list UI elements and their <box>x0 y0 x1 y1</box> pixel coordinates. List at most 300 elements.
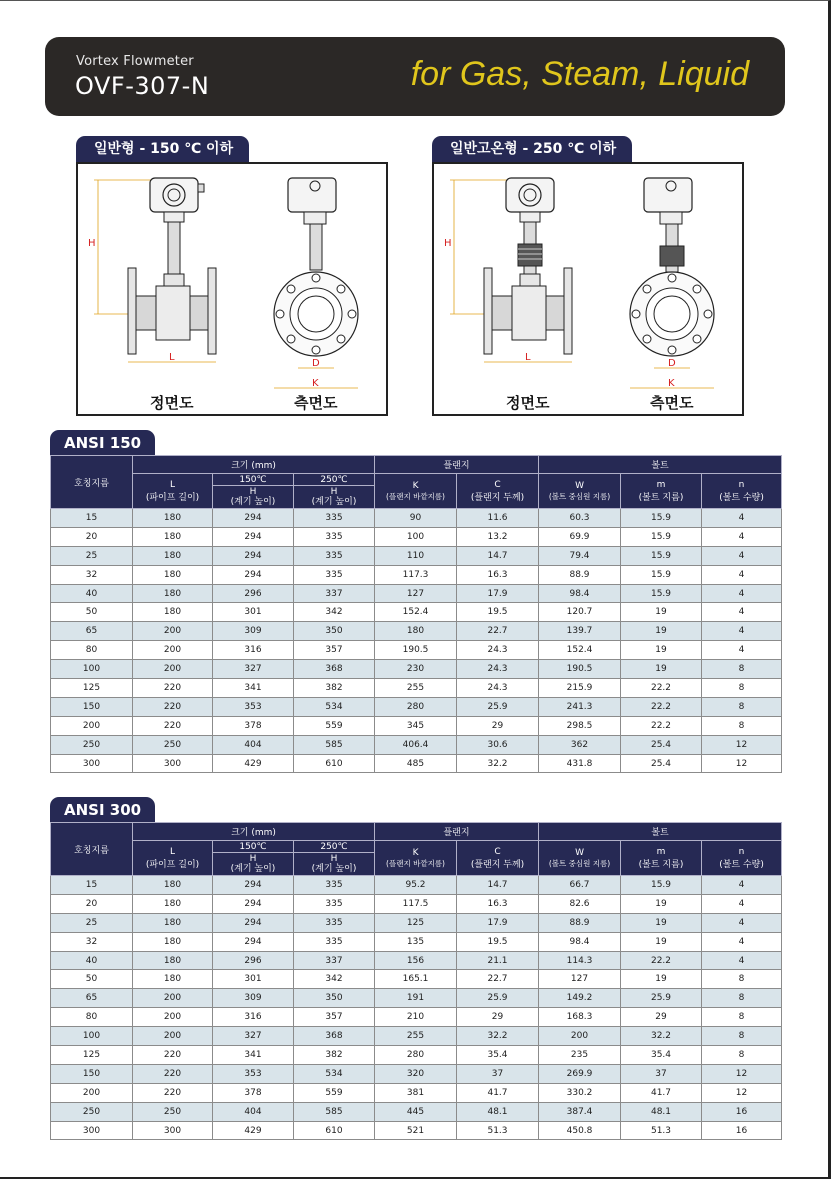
table-cell: 15.9 <box>621 565 702 584</box>
table-cell: 255 <box>375 1027 457 1046</box>
table-cell: 341 <box>213 1046 294 1065</box>
table-cell: 200 <box>133 1008 213 1027</box>
table-cell: 8 <box>702 679 782 698</box>
header-n <box>702 474 782 509</box>
table-cell: 32.2 <box>457 754 539 773</box>
table-cell: 135 <box>375 932 457 951</box>
table-cell: 200 <box>51 716 133 735</box>
table-cell: 14.7 <box>457 546 539 565</box>
table-cell: 294 <box>213 509 294 528</box>
table-cell: 559 <box>294 716 375 735</box>
table-cell: 69.9 <box>539 527 621 546</box>
table-cell: 20 <box>51 527 133 546</box>
header-nominal: 호칭지름 <box>51 456 133 509</box>
header-m-symbol: m <box>656 479 666 490</box>
table-cell: 37 <box>621 1064 702 1083</box>
table-cell: 48.1 <box>621 1102 702 1121</box>
table-cell: 8 <box>702 1046 782 1065</box>
table-cell: 100 <box>51 1027 133 1046</box>
table-cell: 4 <box>702 894 782 913</box>
table-row <box>51 1102 782 1121</box>
dim-h-label: H <box>88 238 96 249</box>
header-n-desc: (볼트 수량) <box>719 492 764 503</box>
front-view-label: 정면도 <box>150 394 194 412</box>
header-k-desc: (플랜지 바깥지름) <box>386 491 445 501</box>
header-l <box>133 841 213 876</box>
table-cell: 29 <box>457 1008 539 1027</box>
table-cell: 25 <box>51 913 133 932</box>
table-cell: 80 <box>51 641 133 660</box>
table-cell: 406.4 <box>375 735 457 754</box>
dim-d-label: D <box>668 358 676 369</box>
table-cell: 220 <box>133 697 213 716</box>
table-cell: 200 <box>133 660 213 679</box>
table-cell: 19 <box>621 970 702 989</box>
table-cell: 559 <box>294 1083 375 1102</box>
table-cell: 429 <box>213 1121 294 1140</box>
table-cell: 4 <box>702 509 782 528</box>
table-cell: 19 <box>621 622 702 641</box>
table-cell: 22.7 <box>457 622 539 641</box>
header-h-desc: (계기 높이) <box>230 497 276 507</box>
header-nominal: 호칭지름 <box>51 823 133 876</box>
table-row <box>51 527 782 546</box>
table-cell: 180 <box>133 527 213 546</box>
header-n-symbol: n <box>738 846 745 857</box>
table-cell: 127 <box>539 970 621 989</box>
header-l-symbol: L <box>169 846 175 857</box>
table-cell: 357 <box>294 1008 375 1027</box>
header-m-symbol: m <box>656 846 666 857</box>
table-cell: 294 <box>213 932 294 951</box>
table-cell: 4 <box>702 913 782 932</box>
header-h250 <box>294 853 375 876</box>
table-cell: 378 <box>213 716 294 735</box>
table-cell: 298.5 <box>539 716 621 735</box>
table-cell: 19 <box>621 932 702 951</box>
table-cell: 180 <box>133 970 213 989</box>
table-cell: 180 <box>133 894 213 913</box>
table-cell: 335 <box>294 565 375 584</box>
header-h-symbol: H <box>330 854 338 864</box>
table-cell: 309 <box>213 622 294 641</box>
table-cell: 327 <box>213 1027 294 1046</box>
table-cell: 88.9 <box>539 913 621 932</box>
table-cell: 8 <box>702 989 782 1008</box>
table-cell: 80 <box>51 1008 133 1027</box>
table-row <box>51 641 782 660</box>
header-h-symbol: H <box>249 487 257 497</box>
dim-k-label: K <box>668 378 675 389</box>
header-temp150: 150℃ <box>213 474 294 486</box>
table-cell: 215.9 <box>539 679 621 698</box>
table-cell: 25.9 <box>457 697 539 716</box>
table-cell: 200 <box>51 1083 133 1102</box>
table-cell: 41.7 <box>621 1083 702 1102</box>
table-cell: 14.7 <box>457 876 539 895</box>
header-c-symbol: C <box>494 846 501 857</box>
table-cell: 330.2 <box>539 1083 621 1102</box>
header-temp250: 250℃ <box>294 474 375 486</box>
table-cell: 40 <box>51 584 133 603</box>
header-h-desc: (계기 높이) <box>311 864 357 874</box>
header-h-desc: (계기 높이) <box>311 497 357 507</box>
table-row <box>51 951 782 970</box>
header-c-symbol: C <box>494 479 501 490</box>
table-cell: 350 <box>294 622 375 641</box>
table-cell: 534 <box>294 1064 375 1083</box>
header-m-desc: (볼트 지름) <box>638 492 684 503</box>
table-cell: 35.4 <box>457 1046 539 1065</box>
table-cell: 180 <box>133 565 213 584</box>
table-cell: 24.3 <box>457 641 539 660</box>
table-cell: 220 <box>133 1064 213 1083</box>
header-n-symbol: n <box>738 479 745 490</box>
table-cell: 250 <box>51 1102 133 1121</box>
dim-k-label: K <box>312 378 319 389</box>
table-row <box>51 754 782 773</box>
table-cell: 382 <box>294 1046 375 1065</box>
table-cell: 48.1 <box>457 1102 539 1121</box>
table-cell: 8 <box>702 1008 782 1027</box>
table-cell: 152.4 <box>539 641 621 660</box>
table-row <box>51 913 782 932</box>
table-cell: 127 <box>375 584 457 603</box>
table-row <box>51 679 782 698</box>
diagram-box <box>76 162 388 416</box>
table-cell: 35.4 <box>621 1046 702 1065</box>
header-k <box>375 474 457 509</box>
table-cell: 120.7 <box>539 603 621 622</box>
table-cell: 25 <box>51 546 133 565</box>
table-cell: 300 <box>133 1121 213 1140</box>
table-cell: 300 <box>133 754 213 773</box>
table-cell: 30.6 <box>457 735 539 754</box>
table-cell: 8 <box>702 660 782 679</box>
table-row <box>51 584 782 603</box>
table-cell: 51.3 <box>621 1121 702 1140</box>
section-tab-ansi300: ANSI 300 <box>50 797 155 822</box>
table-cell: 4 <box>702 584 782 603</box>
table-cell: 4 <box>702 603 782 622</box>
table-cell: 200 <box>539 1027 621 1046</box>
table-cell: 294 <box>213 527 294 546</box>
table-cell: 22.2 <box>621 697 702 716</box>
dim-l-label: L <box>169 352 175 363</box>
table-cell: 335 <box>294 913 375 932</box>
side-view-label: 측면도 <box>294 394 338 412</box>
table-cell: 368 <box>294 1027 375 1046</box>
table-cell: 301 <box>213 970 294 989</box>
table-cell: 22.7 <box>457 970 539 989</box>
header-c <box>457 841 539 876</box>
table-cell: 357 <box>294 641 375 660</box>
table-cell: 230 <box>375 660 457 679</box>
table-row <box>51 546 782 565</box>
table-cell: 8 <box>702 697 782 716</box>
table-cell: 16.3 <box>457 565 539 584</box>
header-size-group: 크기 (mm) <box>133 823 375 841</box>
table-cell: 50 <box>51 603 133 622</box>
header-l-desc: (파이프 길이) <box>145 492 200 503</box>
header-h250 <box>294 486 375 509</box>
table-cell: 4 <box>702 951 782 970</box>
table-cell: 200 <box>133 989 213 1008</box>
table-cell: 17.9 <box>457 913 539 932</box>
table-cell: 404 <box>213 735 294 754</box>
table-cell: 19.5 <box>457 932 539 951</box>
table-cell: 12 <box>702 1064 782 1083</box>
table-cell: 300 <box>51 1121 133 1140</box>
table-cell: 41.7 <box>457 1083 539 1102</box>
spec-table-ansi300 <box>50 822 782 1140</box>
header-c <box>457 474 539 509</box>
table-cell: 20 <box>51 894 133 913</box>
table-cell: 191 <box>375 989 457 1008</box>
table-row <box>51 1064 782 1083</box>
product-tagline: for Gas, Steam, Liquid <box>410 55 749 93</box>
table-cell: 180 <box>375 622 457 641</box>
table-cell: 585 <box>294 735 375 754</box>
table-cell: 316 <box>213 641 294 660</box>
table-cell: 98.4 <box>539 932 621 951</box>
table-cell: 450.8 <box>539 1121 621 1140</box>
table-cell: 29 <box>621 1008 702 1027</box>
table-cell: 180 <box>133 584 213 603</box>
table-cell: 250 <box>133 735 213 754</box>
table-cell: 100 <box>375 527 457 546</box>
table-row <box>51 1083 782 1102</box>
table-cell: 19.5 <box>457 603 539 622</box>
table-cell: 168.3 <box>539 1008 621 1027</box>
dim-l-label: L <box>525 352 531 363</box>
table-row <box>51 1046 782 1065</box>
table-row <box>51 622 782 641</box>
table-cell: 65 <box>51 989 133 1008</box>
table-cell: 98.4 <box>539 584 621 603</box>
header-w-desc: (볼트 중심원 지름) <box>548 858 611 868</box>
table-cell: 180 <box>133 509 213 528</box>
header-temp150: 150℃ <box>213 841 294 853</box>
table-row <box>51 970 782 989</box>
flowmeter-drawing-high-temp <box>434 164 742 414</box>
table-cell: 4 <box>702 622 782 641</box>
table-cell: 32.2 <box>457 1027 539 1046</box>
table-cell: 40 <box>51 951 133 970</box>
table-cell: 269.9 <box>539 1064 621 1083</box>
header-n-desc: (볼트 수량) <box>719 859 764 870</box>
header-m-desc: (볼트 지름) <box>638 859 684 870</box>
table-row <box>51 932 782 951</box>
table-cell: 327 <box>213 660 294 679</box>
table-cell: 32 <box>51 565 133 584</box>
table-cell: 294 <box>213 913 294 932</box>
dim-d-label: D <box>312 358 320 369</box>
table-cell: 66.7 <box>539 876 621 895</box>
table-cell: 8 <box>702 970 782 989</box>
table-row <box>51 716 782 735</box>
table-row <box>51 1027 782 1046</box>
table-cell: 485 <box>375 754 457 773</box>
table-cell: 294 <box>213 565 294 584</box>
table-row <box>51 509 782 528</box>
table-cell: 387.4 <box>539 1102 621 1121</box>
table-cell: 51.3 <box>457 1121 539 1140</box>
table-cell: 22.2 <box>621 951 702 970</box>
dim-h-label: H <box>444 238 452 249</box>
table-cell: 19 <box>621 603 702 622</box>
header-c-desc: (플랜지 두께) <box>470 492 525 503</box>
table-cell: 521 <box>375 1121 457 1140</box>
header-h150 <box>213 853 294 876</box>
table-cell: 382 <box>294 679 375 698</box>
table-cell: 280 <box>375 1046 457 1065</box>
table-cell: 342 <box>294 603 375 622</box>
header-banner <box>45 37 785 116</box>
side-view-label: 측면도 <box>650 394 694 412</box>
table-row <box>51 735 782 754</box>
table-row <box>51 1008 782 1027</box>
table-cell: 19 <box>621 894 702 913</box>
header-k-desc: (플랜지 바깥지름) <box>386 858 445 868</box>
table-cell: 335 <box>294 894 375 913</box>
table-cell: 150 <box>51 1064 133 1083</box>
table-cell: 300 <box>51 754 133 773</box>
header-n <box>702 841 782 876</box>
table-row <box>51 1121 782 1140</box>
table-cell: 368 <box>294 660 375 679</box>
table-cell: 200 <box>133 641 213 660</box>
table-cell: 165.1 <box>375 970 457 989</box>
table-cell: 190.5 <box>539 660 621 679</box>
table-cell: 90 <box>375 509 457 528</box>
table-cell: 378 <box>213 1083 294 1102</box>
table-cell: 250 <box>133 1102 213 1121</box>
table-cell: 16 <box>702 1121 782 1140</box>
header-w-symbol: W <box>575 847 584 858</box>
table-cell: 24.3 <box>457 679 539 698</box>
table-cell: 301 <box>213 603 294 622</box>
spec-table-ansi150 <box>50 455 782 773</box>
table-cell: 345 <box>375 716 457 735</box>
table-cell: 15 <box>51 509 133 528</box>
header-m <box>621 474 702 509</box>
table-cell: 110 <box>375 546 457 565</box>
table-cell: 220 <box>133 1046 213 1065</box>
table-cell: 294 <box>213 894 294 913</box>
table-cell: 320 <box>375 1064 457 1083</box>
table-cell: 22.2 <box>621 716 702 735</box>
table-cell: 13.2 <box>457 527 539 546</box>
table-cell: 431.8 <box>539 754 621 773</box>
table-cell: 220 <box>133 716 213 735</box>
table-cell: 200 <box>133 1027 213 1046</box>
table-cell: 337 <box>294 584 375 603</box>
table-row <box>51 697 782 716</box>
table-cell: 445 <box>375 1102 457 1121</box>
table-cell: 180 <box>133 913 213 932</box>
diagram-panel-standard <box>76 136 388 416</box>
table-cell: 353 <box>213 1064 294 1083</box>
table-row <box>51 660 782 679</box>
table-cell: 11.6 <box>457 509 539 528</box>
header-h-symbol: H <box>330 487 338 497</box>
table-cell: 95.2 <box>375 876 457 895</box>
table-cell: 294 <box>213 876 294 895</box>
table-cell: 241.3 <box>539 697 621 716</box>
header-flange-group: 플랜지 <box>375 456 539 474</box>
table-cell: 139.7 <box>539 622 621 641</box>
diagram-box <box>432 162 744 416</box>
header-k-symbol: K <box>412 480 419 491</box>
table-cell: 17.9 <box>457 584 539 603</box>
table-cell: 381 <box>375 1083 457 1102</box>
table-cell: 309 <box>213 989 294 1008</box>
header-k <box>375 841 457 876</box>
table-cell: 335 <box>294 876 375 895</box>
table-cell: 180 <box>133 951 213 970</box>
table-cell: 156 <box>375 951 457 970</box>
table-cell: 353 <box>213 697 294 716</box>
table-cell: 32 <box>51 932 133 951</box>
table-cell: 4 <box>702 641 782 660</box>
diagram-tab-high-temp: 일반고온형 - 250 ℃ 이하 <box>432 136 632 162</box>
table-cell: 100 <box>51 660 133 679</box>
table-cell: 15.9 <box>621 527 702 546</box>
table-cell: 190.5 <box>375 641 457 660</box>
table-cell: 82.6 <box>539 894 621 913</box>
table-cell: 235 <box>539 1046 621 1065</box>
table-cell: 180 <box>133 603 213 622</box>
table-cell: 200 <box>133 622 213 641</box>
table-cell: 15.9 <box>621 876 702 895</box>
table-cell: 16 <box>702 1102 782 1121</box>
header-l <box>133 474 213 509</box>
table-cell: 12 <box>702 1083 782 1102</box>
table-cell: 8 <box>702 716 782 735</box>
table-cell: 534 <box>294 697 375 716</box>
front-view-label: 정면도 <box>506 394 550 412</box>
table-row <box>51 876 782 895</box>
table-cell: 4 <box>702 876 782 895</box>
table-cell: 152.4 <box>375 603 457 622</box>
table-cell: 296 <box>213 951 294 970</box>
header-l-symbol: L <box>169 479 175 490</box>
table-cell: 88.9 <box>539 565 621 584</box>
header-size-group: 크기 (mm) <box>133 456 375 474</box>
table-cell: 296 <box>213 584 294 603</box>
header-l-desc: (파이프 길이) <box>145 859 200 870</box>
table-cell: 25.9 <box>621 989 702 1008</box>
table-cell: 15.9 <box>621 546 702 565</box>
table-cell: 429 <box>213 754 294 773</box>
product-model: OVF-307-N <box>75 72 210 100</box>
header-bolt-group: 볼트 <box>539 456 782 474</box>
table-cell: 15 <box>51 876 133 895</box>
table-cell: 4 <box>702 932 782 951</box>
table-cell: 335 <box>294 546 375 565</box>
table-cell: 316 <box>213 1008 294 1027</box>
header-c-desc: (플랜지 두께) <box>470 859 525 870</box>
table-cell: 150 <box>51 697 133 716</box>
table-cell: 180 <box>133 876 213 895</box>
header-temp250: 250℃ <box>294 841 375 853</box>
table-cell: 79.4 <box>539 546 621 565</box>
table-cell: 117.3 <box>375 565 457 584</box>
header-w-desc: (볼트 중심원 지름) <box>548 491 611 501</box>
header-bolt-group: 볼트 <box>539 823 782 841</box>
table-cell: 280 <box>375 697 457 716</box>
